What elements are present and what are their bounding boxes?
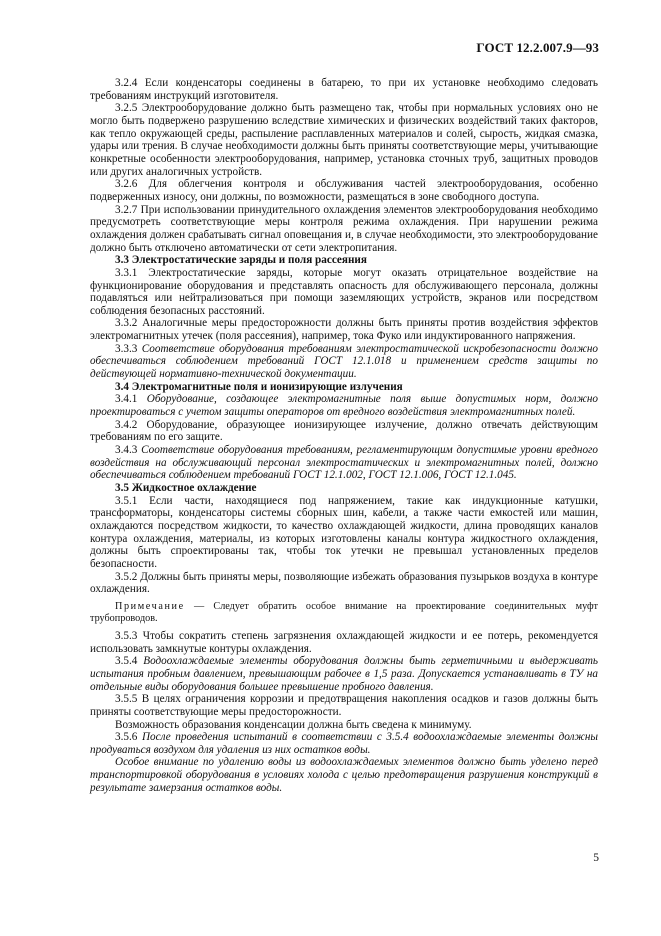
clause-3-2-6: 3.2.6 Для облегчения контроля и обслуживания частей электрооборудования, особенно подверженных износу, они должны, по возможности, размещаться в зоне свободного доступа. (90, 178, 598, 203)
clause-3-5-1: 3.5.1 Если части, находящиеся под напряжением, такие как индукционные катушки, трансформаторы, конденсаторы системы сборных шин, кабели, а также части емкостей или машин, охлаждаются посредством жидкости, то качество охлаждающей жидкости, длина проводящих каналов контура охлаждения, материалы, из которых изготовлены каналы контура жидкостного охлаждения, должны быть спроектированы так, чтобы ток утечки не превышал установленных пределов безопасности. (90, 494, 598, 570)
clause-3-4-3 (90, 444, 598, 482)
clause-text: Соответствие оборудования требованиям электростатической искробезопасности должно обеспечиваться соблюдением требований ГОСТ 12.1.018 и применением средств защиты по действующей нормативно-технической документации. (90, 342, 598, 381)
clause-3-5-2: 3.5.2 Должны быть приняты меры, позволяющие избежать образования пузырьков воздуха в контуре охлаждения. (90, 570, 598, 596)
clause-number: 3.4.3 (115, 444, 138, 457)
clause-3-4-1 (90, 393, 598, 418)
clause-3-5-6-continued: Особое внимание по удалению воды из водоохлаждаемых элементов должно быть уделено перед транспортировкой оборудования в условиях холода с целью предотвращения разрушения конструкций в результате замерзания остатков воды. (90, 756, 598, 794)
clause-3-3-1: 3.3.1 Электростатические заряды, которые могут оказать отрицательное воздействие на функционирование оборудования и представлять опасность для обслуживающего персонала, должны подавляться или нейтрализоваться при помощи заземляющих устройств, экранов или посредством соблюдения безопасных расстояний. (90, 266, 598, 317)
section-heading-3-3: 3.3 Электростатические заряды и поля рассеяния (115, 254, 367, 267)
standard-header: ГОСТ 12.2.007.9—93 (476, 40, 599, 55)
clause-text: Соответствие оборудования требованиям, регламентирующим допустимые уровни вредного воздействия на обслуживающий персонал электростатических и электромагнитных полей, должно обеспечиваться соблюдением требований ГОСТ 12.1.002, ГОСТ 12.1.006, ГОСТ 12.1.045. (90, 444, 599, 482)
clause-3-5-5: 3.5.5 В целях ограничения коррозии и предотвращения накопления осадков и газов должны быть приняты соответствующие меры предосторожности. (90, 693, 598, 718)
clause-number: 3.3.3 (115, 342, 138, 355)
clause-3-5-6 (90, 731, 598, 756)
clause-number: 3.5.6 (115, 731, 138, 744)
note-text: — Следует обратить особое внимание на проектирование соединительных муфт трубопроводов. (90, 600, 598, 624)
page-number: 5 (593, 852, 599, 864)
section-heading-3-5: 3.5 Жидкостное охлаждение (115, 482, 257, 494)
section-heading-3-4: 3.4 Электромагнитные поля и ионизирующие излучения (115, 380, 403, 393)
clause-3-5-3: 3.5.3 Чтобы сократить степень загрязнения охлаждающей жидкости и ее потерь, рекомендуется использовать замкнутые контуры охлаждения. (90, 629, 598, 655)
clause-text: После проведения испытаний в соответствии с 3.5.4 водоохлаждаемые элементы должны продуваться воздухом для удаления из них остатков воды. (90, 731, 598, 756)
note (90, 601, 598, 625)
page-content (90, 77, 598, 794)
clause-3-5-5-continued: Возможность образования конденсации должна быть сведена к минимуму. (115, 718, 472, 731)
clause-3-4-2: 3.4.2 Оборудование, образующее ионизирующее излучение, должно отвечать действующим требованиям по его защите. (90, 418, 598, 444)
clause-3-2-5: 3.2.5 Электрооборудование должно быть размещено так, чтобы при нормальных условиях оно не могло быть подвержено разрушению вследствие химических и физических воздействий таких факторов, как тепло окружающей среды, распыление расплавленных материалов и солей, сырость, жидкая смазка, удары или трения. В случае необходимости должны быть приняты соответствующие меры, учитывающие конкретные особенности электрооборудования, например, установка сточных труб, защитных проводов или других аналогичных устройств. (90, 102, 598, 178)
clause-text: Оборудование, создающее электромагнитные поля выше допустимых норм, должно проектироваться с учетом защиты операторов от вредного воздействия электромагнитных полей. (90, 393, 599, 419)
note-label: Примечание (115, 600, 185, 612)
clause-3-2-4: 3.2.4 Если конденсаторы соединены в батарею, то при их установке необходимо следовать требованиям инструкций изготовителя. (90, 77, 598, 102)
clause-number: 3.5.4 (115, 655, 138, 668)
clause-text: Водоохлаждаемые элементы оборудования должны быть герметичными и выдерживать испытания пробным давлением, превышающим рабочее в 1,5 раза. Допускается устанавливать в ТУ на отдельные виды оборудования большее превышение пробного давления. (90, 655, 598, 693)
clause-number: 3.4.1 (115, 393, 138, 406)
clause-3-5-4 (90, 655, 598, 693)
clause-3-3-2: 3.3.2 Аналогичные меры предосторожности должны быть приняты против воздействия эффектов электромагнитных утечек (поля рассеяния), например, тока Фуко или индуктированного напряжения. (90, 317, 598, 343)
clause-3-2-7: 3.2.7 При использовании принудительного охлаждения элементов электрооборудования необходимо предусмотреть соответствующие меры контроля режима охлаждения. При нарушении режима охлаждения должен срабатывать сигнал оповещания и, в случае необходимости, это электрооборудование должно быть отключено автоматически от сети электропитания. (90, 203, 598, 254)
clause-3-3-3 (90, 343, 598, 381)
